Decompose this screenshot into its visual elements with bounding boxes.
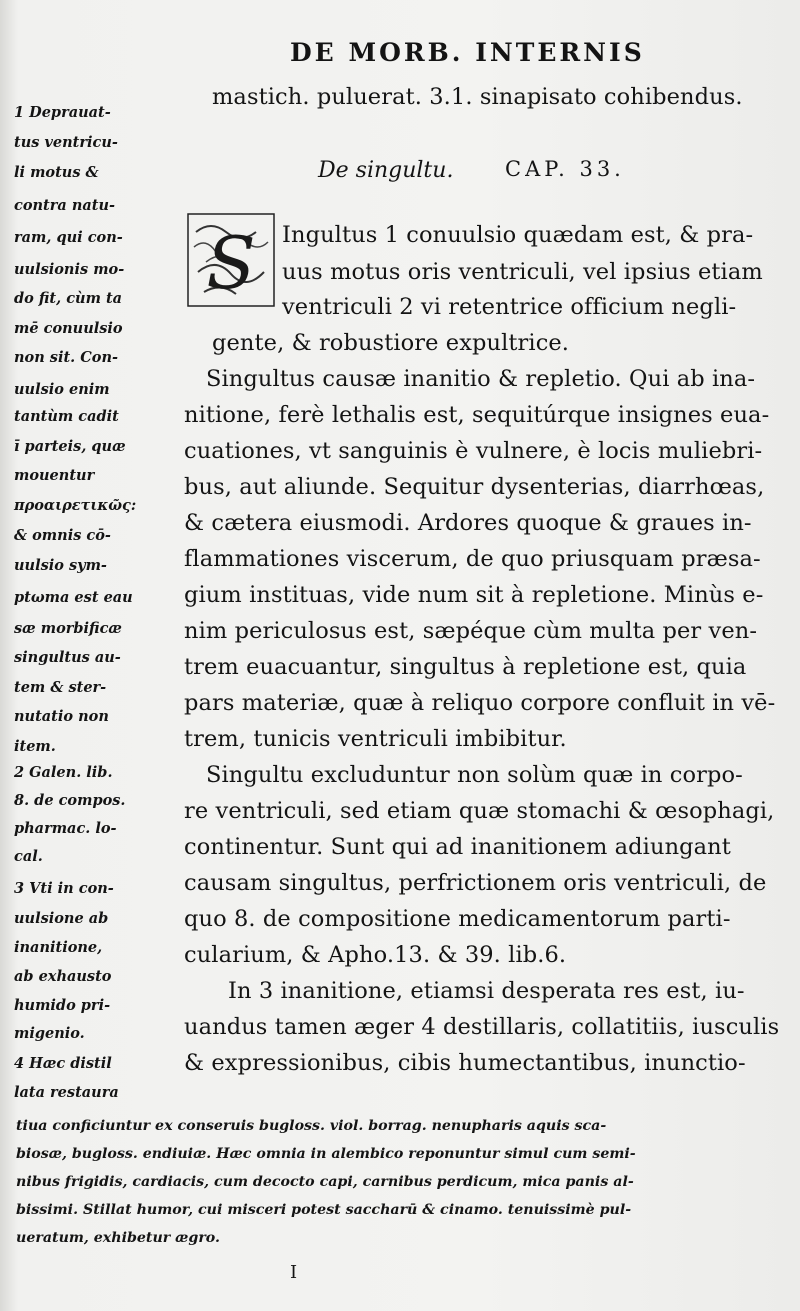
side-note: προαιρετικῶς: bbox=[14, 497, 137, 514]
side-note: mē conuulsio bbox=[14, 320, 123, 337]
side-note: non sit. Con- bbox=[14, 349, 119, 366]
side-note: sæ morbificæ bbox=[14, 620, 122, 637]
body-line: trem, tunicis ventriculi imbibitur. bbox=[184, 726, 567, 752]
footnote-line: biosæ, bugloss. endiuiæ. Hæc omnia in alembico reponuntur simul cum semi- bbox=[16, 1146, 636, 1162]
side-note: humido pri- bbox=[14, 997, 111, 1014]
side-note: item. bbox=[14, 738, 56, 755]
body-line: bus, aut aliunde. Sequitur dysenterias, diarrhœas, bbox=[184, 474, 765, 500]
body-line: pars materiæ, quæ à reliquo corpore confluit in vē- bbox=[184, 690, 776, 716]
side-note: cal. bbox=[14, 848, 43, 865]
side-note: uulsio enim bbox=[14, 381, 110, 398]
side-note: ab exhausto bbox=[14, 968, 112, 985]
side-note: 8. de compos. bbox=[14, 792, 126, 809]
side-note: 1 Deprauat- bbox=[14, 104, 111, 121]
footnote-line: tiua conficiuntur ex conseruis bugloss. viol. borrag. nenupharis aquis sca- bbox=[16, 1118, 607, 1134]
side-note: & omnis cō- bbox=[14, 527, 111, 544]
body-line: causam singultus, perfrictionem oris ventriculi, de bbox=[184, 870, 767, 896]
body-line: Singultu excluduntur non solùm quæ in corpo- bbox=[206, 762, 743, 788]
body-line: ventriculi 2 vi retentrice officium negli- bbox=[282, 294, 737, 320]
footnote-line: bissimi. Stillat humor, cui misceri potest saccharū & cinamo. tenuissimè pul- bbox=[16, 1202, 632, 1218]
body-line: nim periculosus est, sæpéque cùm multa per ven- bbox=[184, 618, 758, 644]
top-line: mastich. puluerat. 3.1. sinapisato cohibendus. bbox=[212, 84, 743, 110]
body-line: gium instituas, vide num sit à repletione. Minùs e- bbox=[184, 582, 764, 608]
drop-cap-initial bbox=[186, 212, 276, 308]
body-line: & expressionibus, cibis humectantibus, inunctio- bbox=[184, 1050, 746, 1076]
side-note: uulsionis mo- bbox=[14, 261, 125, 278]
side-note: lata restaura bbox=[14, 1084, 119, 1101]
drop-cap-letter: S bbox=[206, 221, 256, 305]
body-line: uandus tamen æger 4 destillaris, collatitiis, iusculis bbox=[184, 1014, 780, 1040]
side-note: ī parteis, quæ bbox=[14, 438, 126, 455]
side-note: contra natu- bbox=[14, 197, 116, 214]
body-line: Ingultus 1 conuulsio quædam est, & pra- bbox=[282, 222, 754, 248]
side-note: inanitione, bbox=[14, 939, 103, 956]
side-note: ptωma est eau bbox=[14, 589, 133, 606]
body-line: In 3 inanitione, etiamsi desperata res est, iu- bbox=[228, 978, 745, 1004]
side-note: uulsio sym- bbox=[14, 557, 107, 574]
chapter-number: CAP. 33. bbox=[505, 157, 625, 181]
body-line: quo 8. de compositione medicamentorum parti- bbox=[184, 906, 731, 932]
body-line: cuationes, vt sanguinis è vulnere, è locis muliebri- bbox=[184, 438, 763, 464]
chapter-title: De singultu. bbox=[318, 158, 454, 183]
body-line: trem euacuantur, singultus à repletione est, quia bbox=[184, 654, 747, 680]
side-note: 2 Galen. lib. bbox=[14, 764, 113, 781]
side-note: pharmac. lo- bbox=[14, 820, 117, 837]
side-note: uulsione ab bbox=[14, 910, 109, 927]
body-line: gente, & robustiore expultrice. bbox=[212, 330, 570, 356]
body-line: nitione, ferè lethalis est, sequitúrque insignes eua- bbox=[184, 402, 770, 428]
footnote-line: nibus frigidis, cardiacis, cum decocto capi, carnibus perdicum, mica panis al- bbox=[16, 1174, 634, 1190]
body-line: & cætera eiusmodi. Ardores quoque & graues in- bbox=[184, 510, 752, 536]
side-note: ram, qui con- bbox=[14, 229, 123, 246]
side-note: 4 Hæc distil bbox=[14, 1055, 112, 1072]
running-head: DE MORB. INTERNIS bbox=[290, 38, 645, 67]
body-line: continentur. Sunt qui ad inanitionem adiungant bbox=[184, 834, 731, 860]
side-note: singultus au- bbox=[14, 649, 121, 666]
side-note: nutatio non bbox=[14, 708, 109, 725]
side-note: migenio. bbox=[14, 1025, 85, 1042]
side-note: tem & ster- bbox=[14, 679, 107, 696]
side-note: tantùm cadit bbox=[14, 408, 119, 425]
body-line: flammationes viscerum, de quo priusquam præsa- bbox=[184, 546, 761, 572]
side-note: li motus & bbox=[14, 164, 99, 181]
body-line: re ventriculi, sed etiam quæ stomachi & œsophagi, bbox=[184, 798, 775, 824]
body-line: Singultus causæ inanitio & repletio. Qui ab ina- bbox=[206, 366, 756, 392]
side-note: 3 Vti in con- bbox=[14, 880, 114, 897]
side-note: do fit, cùm ta bbox=[14, 290, 123, 307]
page-mark: I bbox=[290, 1262, 298, 1283]
body-line: uus motus oris ventriculi, vel ipsius etiam bbox=[282, 259, 763, 285]
side-note: mouentur bbox=[14, 467, 95, 484]
body-line: cularium, & Apho.13. & 39. lib.6. bbox=[184, 942, 567, 968]
footnote-line: ueratum, exhibetur ægro. bbox=[16, 1230, 220, 1246]
side-note: tus ventricu- bbox=[14, 134, 118, 151]
